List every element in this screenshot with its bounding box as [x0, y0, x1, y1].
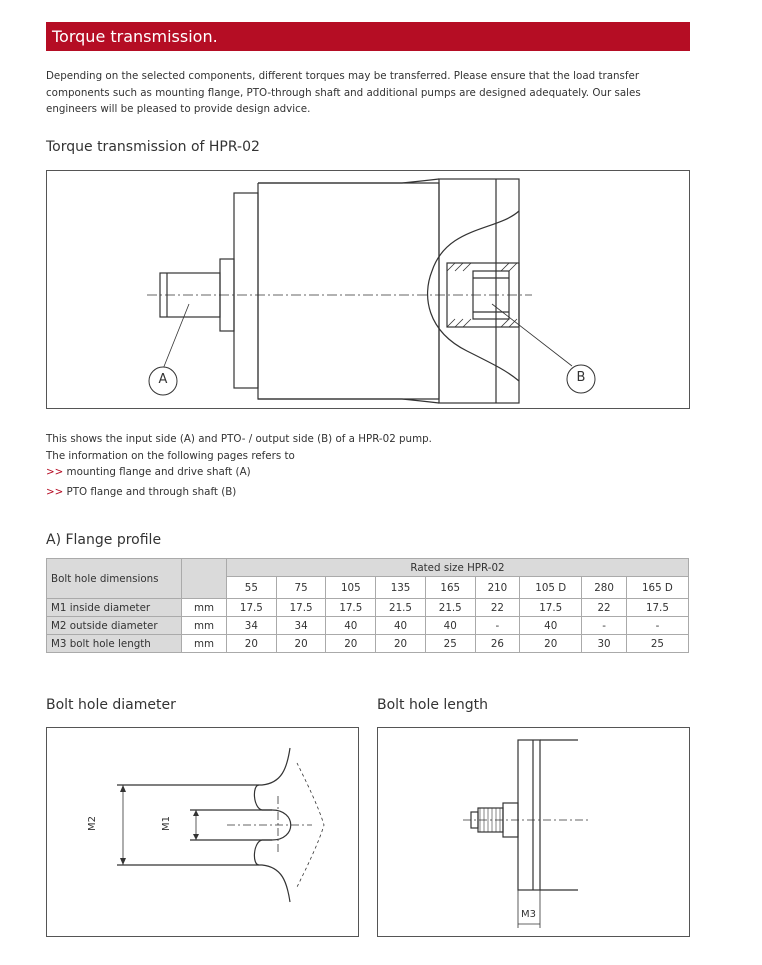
value-cell: 25 [626, 635, 688, 653]
explain-line1: This shows the input side (A) and PTO- / output side (B) of a HPR-02 pump. [46, 433, 432, 445]
title-bolt-hole-length: Bolt hole length [377, 697, 489, 713]
value-cell: 17.5 [227, 599, 277, 617]
section-banner [46, 22, 690, 51]
explain-item1 [46, 464, 432, 481]
row-label: M2 outside diameter [47, 617, 182, 635]
row-header-cell: Bolt hole dimensions [47, 559, 182, 599]
row-label: M1 inside diameter [47, 599, 182, 617]
value-cell: 34 [276, 617, 326, 635]
value-cell: 17.5 [326, 599, 376, 617]
size-cell: 280 [582, 577, 627, 599]
bolt-diameter-frame [46, 727, 359, 937]
size-cell: 210 [475, 577, 520, 599]
size-cell: 105 D [520, 577, 582, 599]
unit-header-cell [182, 559, 227, 599]
value-cell: 20 [520, 635, 582, 653]
table-row [47, 617, 689, 635]
table-row [47, 635, 689, 653]
bolt-length-frame [377, 727, 690, 937]
value-cell: 40 [520, 617, 582, 635]
value-cell: 17.5 [626, 599, 688, 617]
value-cell: - [475, 617, 520, 635]
value-cell: 22 [582, 599, 627, 617]
explain-item1-text: mounting flange and drive shaft (A) [66, 466, 251, 478]
size-cell: 75 [276, 577, 326, 599]
value-cell: 30 [582, 635, 627, 653]
value-cell: 34 [227, 617, 277, 635]
section-title-torque: Torque transmission of HPR-02 [46, 139, 260, 155]
section-title-flange: A) Flange profile [46, 532, 162, 548]
value-cell: 20 [276, 635, 326, 653]
value-cell: 40 [376, 617, 426, 635]
label-a: A [158, 372, 168, 387]
value-cell: 21.5 [376, 599, 426, 617]
arrow-icon: >> [46, 485, 64, 498]
intro-paragraph: Depending on the selected components, different torques may be transferred. Please ensure that the load transfer components such as mounting flange, PTO-through shaft and additional pumps are designed adequately. Our sales engineers will be pleased to provide design advice. [46, 70, 641, 115]
row-label: M3 bolt hole length [47, 635, 182, 653]
row-unit: mm [182, 617, 227, 635]
value-cell: 26 [475, 635, 520, 653]
value-cell: 20 [227, 635, 277, 653]
explain-item2 [46, 484, 432, 501]
size-cell: 55 [227, 577, 277, 599]
value-cell: 22 [475, 599, 520, 617]
flange-profile-table [46, 558, 689, 653]
value-cell: - [582, 617, 627, 635]
explanation [46, 431, 432, 500]
size-cell: 105 [326, 577, 376, 599]
bolt-length-drawing [378, 728, 689, 936]
value-cell: - [626, 617, 688, 635]
explain-item2-text: PTO flange and through shaft (B) [66, 485, 237, 498]
size-cell: 135 [376, 577, 426, 599]
value-cell: 17.5 [520, 599, 582, 617]
arrow-icon: >> [46, 466, 64, 478]
explain-line2: The information on the following pages refers to [46, 449, 295, 462]
table-row [47, 599, 689, 617]
value-cell: 25 [425, 635, 475, 653]
value-cell: 21.5 [425, 599, 475, 617]
m2-label: M2 [87, 816, 98, 831]
size-cell: 165 [425, 577, 475, 599]
banner-title: Torque transmission. [52, 27, 218, 46]
group-header-cell: Rated size HPR-02 [227, 559, 689, 577]
pump-drawing-frame [46, 170, 690, 409]
table-header-row [47, 559, 689, 577]
value-cell: 20 [376, 635, 426, 653]
m3-label: M3 [521, 909, 536, 920]
title-bolt-hole-diameter: Bolt hole diameter [46, 697, 176, 713]
pump-drawing [47, 171, 689, 408]
row-unit: mm [182, 599, 227, 617]
m1-label: M1 [161, 816, 172, 831]
bolt-diameter-drawing [47, 728, 358, 936]
label-b: B [576, 370, 586, 385]
row-unit: mm [182, 635, 227, 653]
value-cell: 40 [425, 617, 475, 635]
value-cell: 40 [326, 617, 376, 635]
size-cell: 165 D [626, 577, 688, 599]
value-cell: 20 [326, 635, 376, 653]
value-cell: 17.5 [276, 599, 326, 617]
